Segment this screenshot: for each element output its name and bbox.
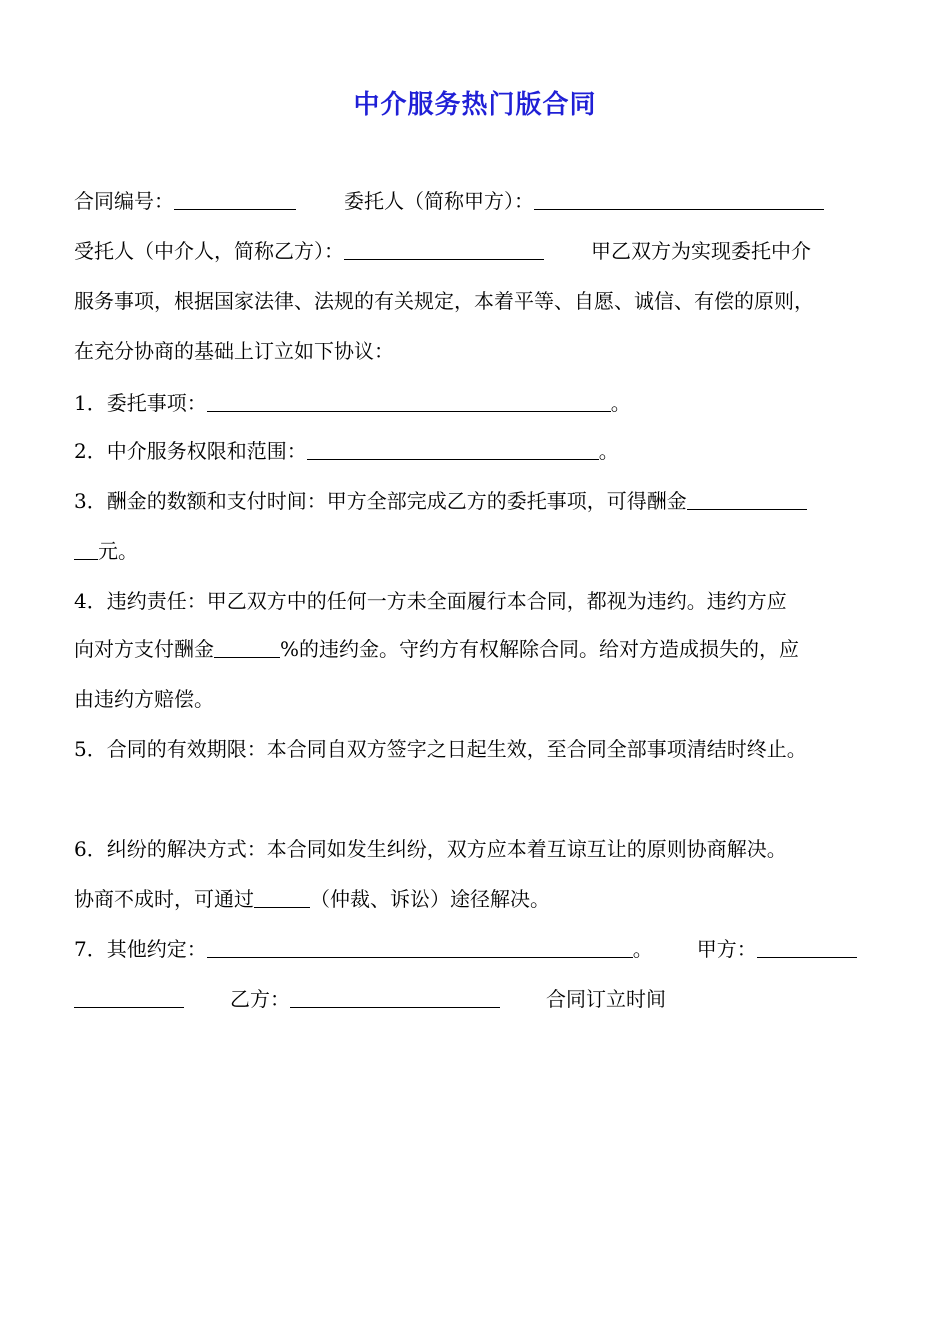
page-title: 中介服务热门版合同	[353, 90, 597, 120]
intro-text-3: 在充分协商的基础上订立如下协议：	[74, 339, 394, 363]
item-3-end: 元。	[98, 539, 138, 563]
party-a-blank-b[interactable]	[74, 989, 184, 1008]
intro-text-2: 服务事项，根据国家法律、法规的有关规定，本着平等、自愿、诚信、有偿的原则，	[74, 289, 814, 313]
item-1-end: 。	[610, 391, 631, 415]
item-4-text-2a: 向对方支付酬金	[74, 637, 214, 661]
item-4-line-1	[74, 586, 787, 616]
agent-blank[interactable]	[344, 241, 544, 260]
item-4-line-2	[74, 634, 799, 664]
item-2-blank[interactable]	[307, 441, 599, 460]
item-6-line-2	[74, 884, 550, 914]
item-1-blank[interactable]	[207, 393, 611, 412]
item-5-text: 5．合同的有效期限：本合同自双方签字之日起生效，至合同全部事项清结时终止。	[74, 737, 807, 761]
party-b-blank[interactable]	[290, 989, 500, 1008]
item-2-label: 2．中介服务权限和范围：	[74, 439, 307, 463]
item-3-text: 3．酬金的数额和支付时间：甲方全部完成乙方的委托事项，可得酬金	[74, 489, 687, 513]
item-4-text-2b: %的违约金。守约方有权解除合同。给对方造成损失的，应	[280, 637, 800, 661]
item-2-end: 。	[598, 439, 619, 463]
item-6-line-1	[74, 834, 787, 864]
item-3-cont	[74, 536, 138, 566]
agent-label: 受托人（中介人，简称乙方）：	[74, 239, 344, 263]
item-7-end: 。	[632, 937, 653, 961]
agent-line	[74, 236, 811, 266]
item-2	[74, 436, 619, 466]
item-1	[74, 388, 631, 418]
intro-line-2	[74, 286, 814, 316]
intro-line-3	[74, 336, 394, 366]
party-a-blank-a[interactable]	[757, 939, 857, 958]
signature-line	[74, 984, 666, 1014]
item-4-text-1: 4．违约责任：甲乙双方中的任何一方未全面履行本合同，都视为违约。违约方应	[74, 589, 787, 613]
intro-text-1: 甲乙双方为实现委托中介	[591, 239, 811, 263]
item-7-label: 7．其他约定：	[74, 937, 207, 961]
item-6-text-2b: （仲裁、诉讼）途径解决。	[310, 887, 550, 911]
item-4-blank[interactable]	[214, 639, 280, 658]
item-3-blank-a[interactable]	[687, 491, 807, 510]
item-4-text-3: 由违约方赔偿。	[74, 687, 214, 711]
item-1-label: 1．委托事项：	[74, 391, 207, 415]
principal-blank[interactable]	[534, 191, 824, 210]
item-3-blank-b[interactable]	[74, 541, 98, 560]
item-5	[74, 734, 807, 764]
item-7-blank[interactable]	[207, 939, 633, 958]
contract-header-line	[74, 186, 824, 216]
item-7	[74, 934, 857, 964]
item-6-text-1: 6．纠纷的解决方式：本合同如发生纠纷，双方应本着互谅互让的原则协商解决。	[74, 837, 787, 861]
item-6-text-2a: 协商不成时，可通过	[74, 887, 254, 911]
item-4-line-3	[74, 684, 214, 714]
contract-no-label: 合同编号：	[74, 189, 174, 213]
party-a-label: 甲方：	[696, 937, 757, 961]
item-6-blank[interactable]	[254, 889, 310, 908]
sign-date-label: 合同订立时间	[546, 987, 666, 1011]
party-b-label: 乙方：	[230, 987, 290, 1011]
item-3	[74, 486, 807, 516]
principal-label: 委托人（简称甲方）：	[344, 189, 534, 213]
contract-no-blank[interactable]	[174, 191, 296, 210]
